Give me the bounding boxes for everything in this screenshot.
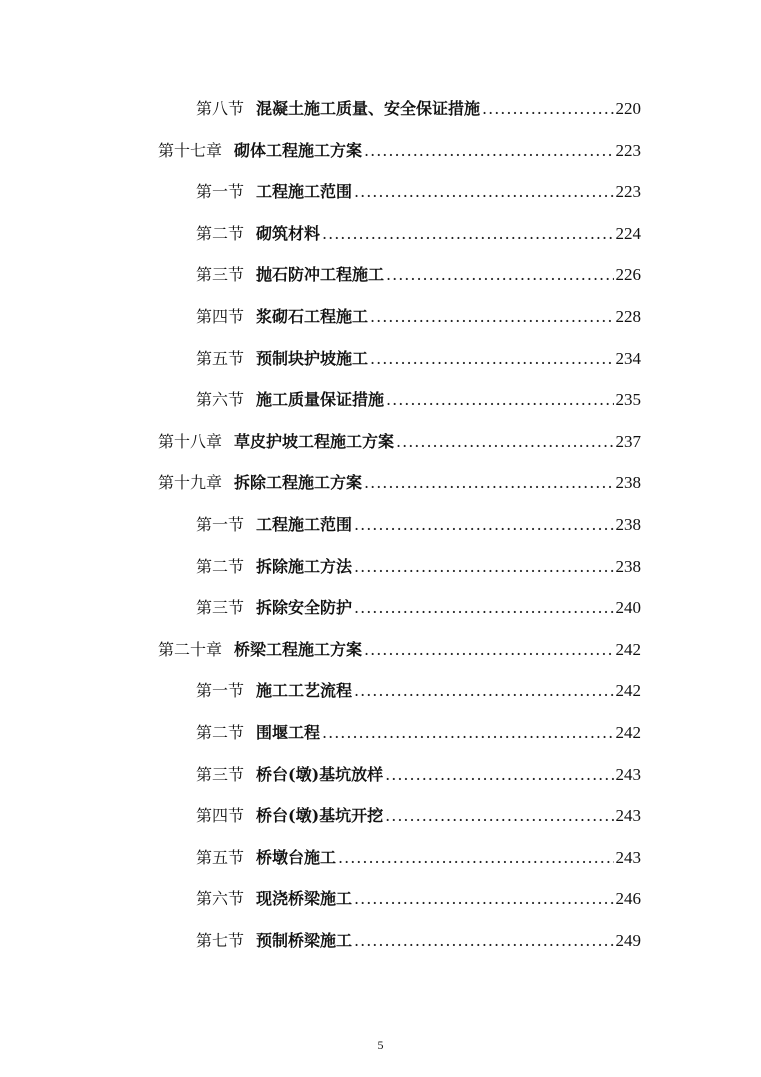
dot-leader xyxy=(385,795,613,837)
toc-entry-page: 238 xyxy=(615,514,641,534)
toc-entry-number: 第二节 xyxy=(196,223,245,243)
dot-leader xyxy=(364,462,613,504)
dot-leader xyxy=(364,130,613,172)
toc-chapter-entry xyxy=(0,130,761,172)
toc-section-entry xyxy=(0,504,761,546)
dot-leader xyxy=(338,837,613,879)
toc-chapter-entry xyxy=(0,629,761,671)
toc-chapter-entry xyxy=(0,421,761,463)
toc-section-entry xyxy=(0,88,761,130)
toc-section-entry xyxy=(0,546,761,588)
dot-leader xyxy=(322,712,613,754)
toc-entry-title: 草皮护坡工程施工方案 xyxy=(234,431,395,451)
toc-section-entry xyxy=(0,920,761,962)
toc-section-entry xyxy=(0,712,761,754)
toc-entry-number: 第四节 xyxy=(196,806,245,826)
toc-entry-page: 237 xyxy=(615,431,641,451)
toc-entry-title: 拆除工程施工方案 xyxy=(234,473,363,493)
toc-section-entry xyxy=(0,379,761,421)
toc-entry-title: 预制桥梁施工 xyxy=(256,930,353,950)
toc-entry-page: 234 xyxy=(615,348,641,368)
toc-entry-number: 第六节 xyxy=(196,889,245,909)
table-of-contents xyxy=(0,88,761,961)
dot-leader xyxy=(396,421,613,463)
dot-leader xyxy=(354,878,613,920)
dot-leader xyxy=(354,546,613,588)
toc-entry-title: 施工工艺流程 xyxy=(256,681,353,701)
toc-entry-title: 抛石防冲工程施工 xyxy=(256,265,385,285)
toc-entry-title: 桥台(墩)基坑放样 xyxy=(256,764,384,784)
toc-entry-page: 235 xyxy=(615,390,641,410)
toc-entry-page: 242 xyxy=(615,681,641,701)
toc-entry-title: 工程施工范围 xyxy=(256,514,353,534)
toc-section-entry xyxy=(0,254,761,296)
toc-entry-page: 242 xyxy=(615,722,641,742)
page-number: 5 xyxy=(377,1038,384,1052)
toc-entry-number: 第四节 xyxy=(196,306,245,326)
toc-entry-title: 桥台(墩)基坑开挖 xyxy=(256,806,384,826)
toc-entry-page: 238 xyxy=(615,473,641,493)
dot-leader xyxy=(322,213,613,255)
toc-entry-number: 第三节 xyxy=(196,764,245,784)
toc-entry-number: 第三节 xyxy=(196,265,245,285)
dot-leader xyxy=(354,587,613,629)
toc-entry-page: 243 xyxy=(615,847,641,867)
dot-leader xyxy=(354,920,613,962)
toc-entry-page: 246 xyxy=(615,889,641,909)
dot-leader xyxy=(354,504,613,546)
dot-leader xyxy=(354,670,613,712)
dot-leader xyxy=(385,754,613,796)
toc-entry-title: 预制块护坡施工 xyxy=(256,348,369,368)
toc-entry-number: 第一节 xyxy=(196,182,245,202)
dot-leader xyxy=(482,88,613,130)
toc-entry-number: 第十八章 xyxy=(158,431,223,451)
toc-entry-number: 第十七章 xyxy=(158,140,223,160)
toc-entry-number: 第三节 xyxy=(196,598,245,618)
toc-entry-title: 拆除安全防护 xyxy=(256,598,353,618)
toc-entry-number: 第五节 xyxy=(196,348,245,368)
toc-section-entry xyxy=(0,670,761,712)
toc-entry-title: 砌筑材料 xyxy=(256,223,321,243)
toc-section-entry xyxy=(0,338,761,380)
toc-entry-title: 现浇桥梁施工 xyxy=(256,889,353,909)
toc-section-entry xyxy=(0,878,761,920)
toc-section-entry xyxy=(0,837,761,879)
toc-entry-number: 第六节 xyxy=(196,390,245,410)
toc-entry-title: 桥墩台施工 xyxy=(256,847,337,867)
toc-entry-page: 238 xyxy=(615,556,641,576)
toc-entry-number: 第二节 xyxy=(196,722,245,742)
toc-entry-number: 第八节 xyxy=(196,99,245,118)
toc-entry-number: 第十九章 xyxy=(158,473,223,493)
toc-entry-page: 228 xyxy=(615,306,641,326)
toc-entry-page: 223 xyxy=(615,182,641,202)
toc-entry-title: 混凝土施工质量、安全保证措施 xyxy=(256,99,481,118)
toc-entry-page: 223 xyxy=(615,140,641,160)
toc-entry-page: 243 xyxy=(615,764,641,784)
toc-section-entry xyxy=(0,296,761,338)
toc-section-entry xyxy=(0,213,761,255)
toc-entry-page: 240 xyxy=(615,598,641,618)
toc-entry-title: 拆除施工方法 xyxy=(256,556,353,576)
toc-entry-title: 浆砌石工程施工 xyxy=(256,306,369,326)
toc-entry-title: 砌体工程施工方案 xyxy=(234,140,363,160)
toc-entry-title: 围堰工程 xyxy=(256,722,321,742)
toc-entry-number: 第一节 xyxy=(196,514,245,534)
toc-section-entry xyxy=(0,587,761,629)
toc-entry-number: 第二十章 xyxy=(158,639,223,659)
dot-leader xyxy=(386,379,613,421)
toc-entry-page: 224 xyxy=(615,223,641,243)
dot-leader xyxy=(364,629,613,671)
toc-entry-page: 242 xyxy=(615,639,641,659)
toc-section-entry xyxy=(0,754,761,796)
toc-entry-number: 第七节 xyxy=(196,930,245,950)
toc-entry-number: 第一节 xyxy=(196,681,245,701)
toc-section-entry xyxy=(0,171,761,213)
toc-entry-number: 第二节 xyxy=(196,556,245,576)
dot-leader xyxy=(370,296,613,338)
dot-leader xyxy=(386,254,613,296)
toc-entry-title: 施工质量保证措施 xyxy=(256,390,385,410)
toc-entry-page: 226 xyxy=(615,265,641,285)
toc-entry-number: 第五节 xyxy=(196,847,245,867)
dot-leader xyxy=(354,171,613,213)
toc-entry-title: 工程施工范围 xyxy=(256,182,353,202)
toc-entry-page: 249 xyxy=(615,930,641,950)
toc-entry-page: 243 xyxy=(615,806,641,826)
toc-chapter-entry xyxy=(0,462,761,504)
toc-section-entry xyxy=(0,795,761,837)
dot-leader xyxy=(370,338,613,380)
toc-entry-page: 220 xyxy=(615,99,641,118)
toc-entry-title: 桥梁工程施工方案 xyxy=(234,639,363,659)
